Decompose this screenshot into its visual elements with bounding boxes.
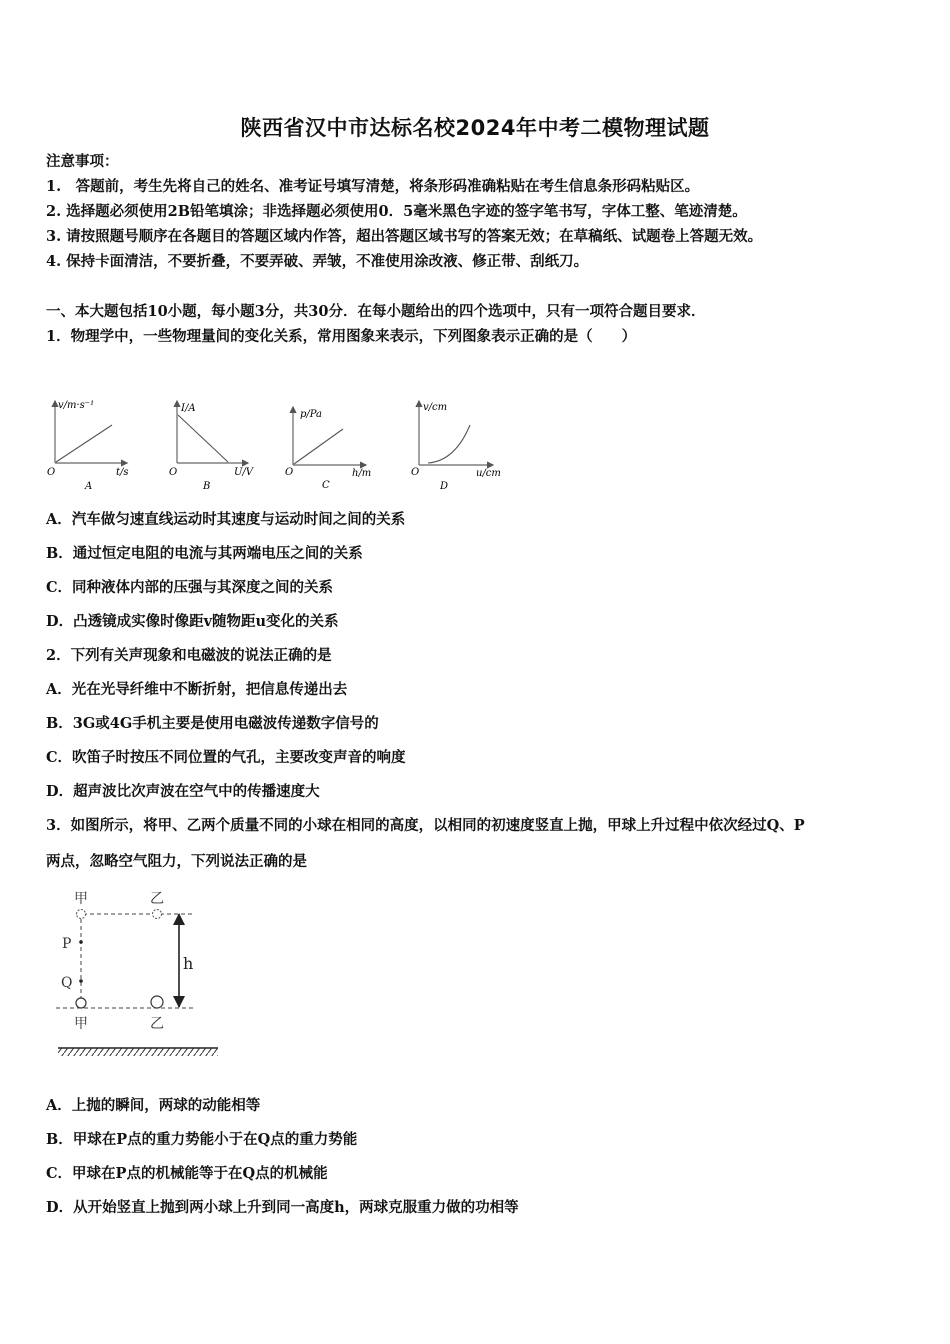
q2-option-c: C．吹笛子时按压不同位置的气孔，主要改变声音的响度 [46, 749, 406, 766]
label-yi-bottom: 乙 [150, 1016, 164, 1032]
notice-item: 1. 答题前，考生先将自己的姓名、准考证号填写清楚，将条形码准确粘贴在考生信息条形码粘贴区。 [46, 178, 700, 195]
graph-b [169, 401, 255, 492]
graph-a [47, 400, 129, 492]
ball-jia-bottom [76, 998, 86, 1008]
graph-d-origin: O [411, 467, 420, 478]
q2-option-b: B．3G或4G手机主要是使用电磁波传递数字信号的 [46, 715, 379, 732]
q1-option-b: B．通过恒定电阻的电流与其两端电压之间的关系 [46, 545, 363, 562]
label-jia-bottom: 甲 [74, 1016, 88, 1032]
graph-c-tag: C [322, 480, 330, 491]
graph-c [285, 407, 371, 491]
graph-a-origin: O [47, 467, 56, 478]
label-jia-top: 甲 [74, 891, 88, 907]
q1-graphs [0, 395, 950, 495]
q3-option-d: D．从开始竖直上抛到两小球上升到同一高度h，两球克服重力做的功相等 [46, 1199, 519, 1216]
graph-c-xlabel: h/m [352, 468, 372, 479]
notice-item: 2. 选择题必须使用2B铅笔填涂；非选择题必须使用0．5毫米黑色字迹的签字笔书写，字体工整、笔迹清楚。 [46, 203, 747, 220]
graph-b-tag: B [203, 481, 211, 492]
page-title: 陕西省汉中市达标名校2024年中考二模物理试题 [240, 116, 710, 140]
graph-b-origin: O [169, 467, 178, 478]
graph-c-origin: O [285, 467, 294, 478]
q3-option-c: C．甲球在P点的机械能等于在Q点的机械能 [46, 1165, 328, 1182]
graph-a-tag: A [85, 481, 93, 492]
graph-b-ylabel: I/A [181, 403, 196, 414]
graph-a-xlabel: t/s [116, 467, 129, 478]
label-q: Q [61, 975, 73, 991]
graph-d-ylabel: v/cm [423, 402, 448, 413]
ball-yi-top [153, 910, 162, 919]
section-heading: 一、本大题包括10小题，每小题3分，共30分．在每小题给出的四个选项中，只有一项符合题目要求． [46, 303, 706, 320]
label-yi-top: 乙 [150, 891, 164, 907]
q3-option-a: A．上抛的瞬间，两球的动能相等 [46, 1097, 261, 1114]
graph-d [411, 401, 501, 492]
q1-option-d: D．凸透镜成实像时像距v随物距u变化的关系 [46, 613, 339, 630]
q2-option-a: A．光在光导纤维中不断折射，把信息传递出去 [46, 681, 348, 698]
q2-stem: 2．下列有关声现象和电磁波的说法正确的是 [46, 647, 332, 664]
q3-stem-line2: 两点，忽略空气阻力，下列说法正确的是 [46, 853, 307, 870]
notice-item: 3. 请按照题号顺序在各题目的答题区域内作答，超出答题区域书写的答案无效；在草稿纸、试题卷上答题无效。 [46, 228, 763, 245]
q1-option-c: C．同种液体内部的压强与其深度之间的关系 [46, 579, 334, 596]
graph-d-tag: D [440, 481, 449, 492]
q1-option-a: A．汽车做匀速直线运动时其速度与运动时间之间的关系 [46, 511, 406, 528]
graph-d-xlabel: u/cm [476, 468, 501, 479]
ground [58, 1048, 218, 1056]
q3-figure [40, 885, 240, 1065]
q3-stem-line1: 3．如图所示，将甲、乙两个质量不同的小球在相同的高度，以相同的初速度竖直上抛，甲球上升过程中依次经过Q、P [46, 817, 805, 834]
label-p: P [62, 936, 72, 952]
graph-c-ylabel: p/Pa [300, 409, 323, 420]
label-h: h [183, 954, 194, 973]
notice-item: 4. 保持卡面清洁，不要折叠，不要弄破、弄皱，不准使用涂改液、修正带、刮纸刀。 [46, 253, 589, 270]
q3-option-b: B．甲球在P点的重力势能小于在Q点的重力势能 [46, 1131, 358, 1148]
graph-b-xlabel: U/V [234, 467, 254, 478]
q2-option-d: D．超声波比次声波在空气中的传播速度大 [46, 783, 320, 800]
ball-yi-bottom [151, 996, 163, 1008]
graph-a-ylabel: v/m·s⁻¹ [58, 400, 95, 411]
notice-heading: 注意事项： [46, 153, 119, 170]
ball-jia-top [77, 910, 86, 919]
q1-stem: 1．物理学中，一些物理量间的变化关系，常用图象来表示，下列图象表示正确的是（ ） [46, 328, 637, 345]
